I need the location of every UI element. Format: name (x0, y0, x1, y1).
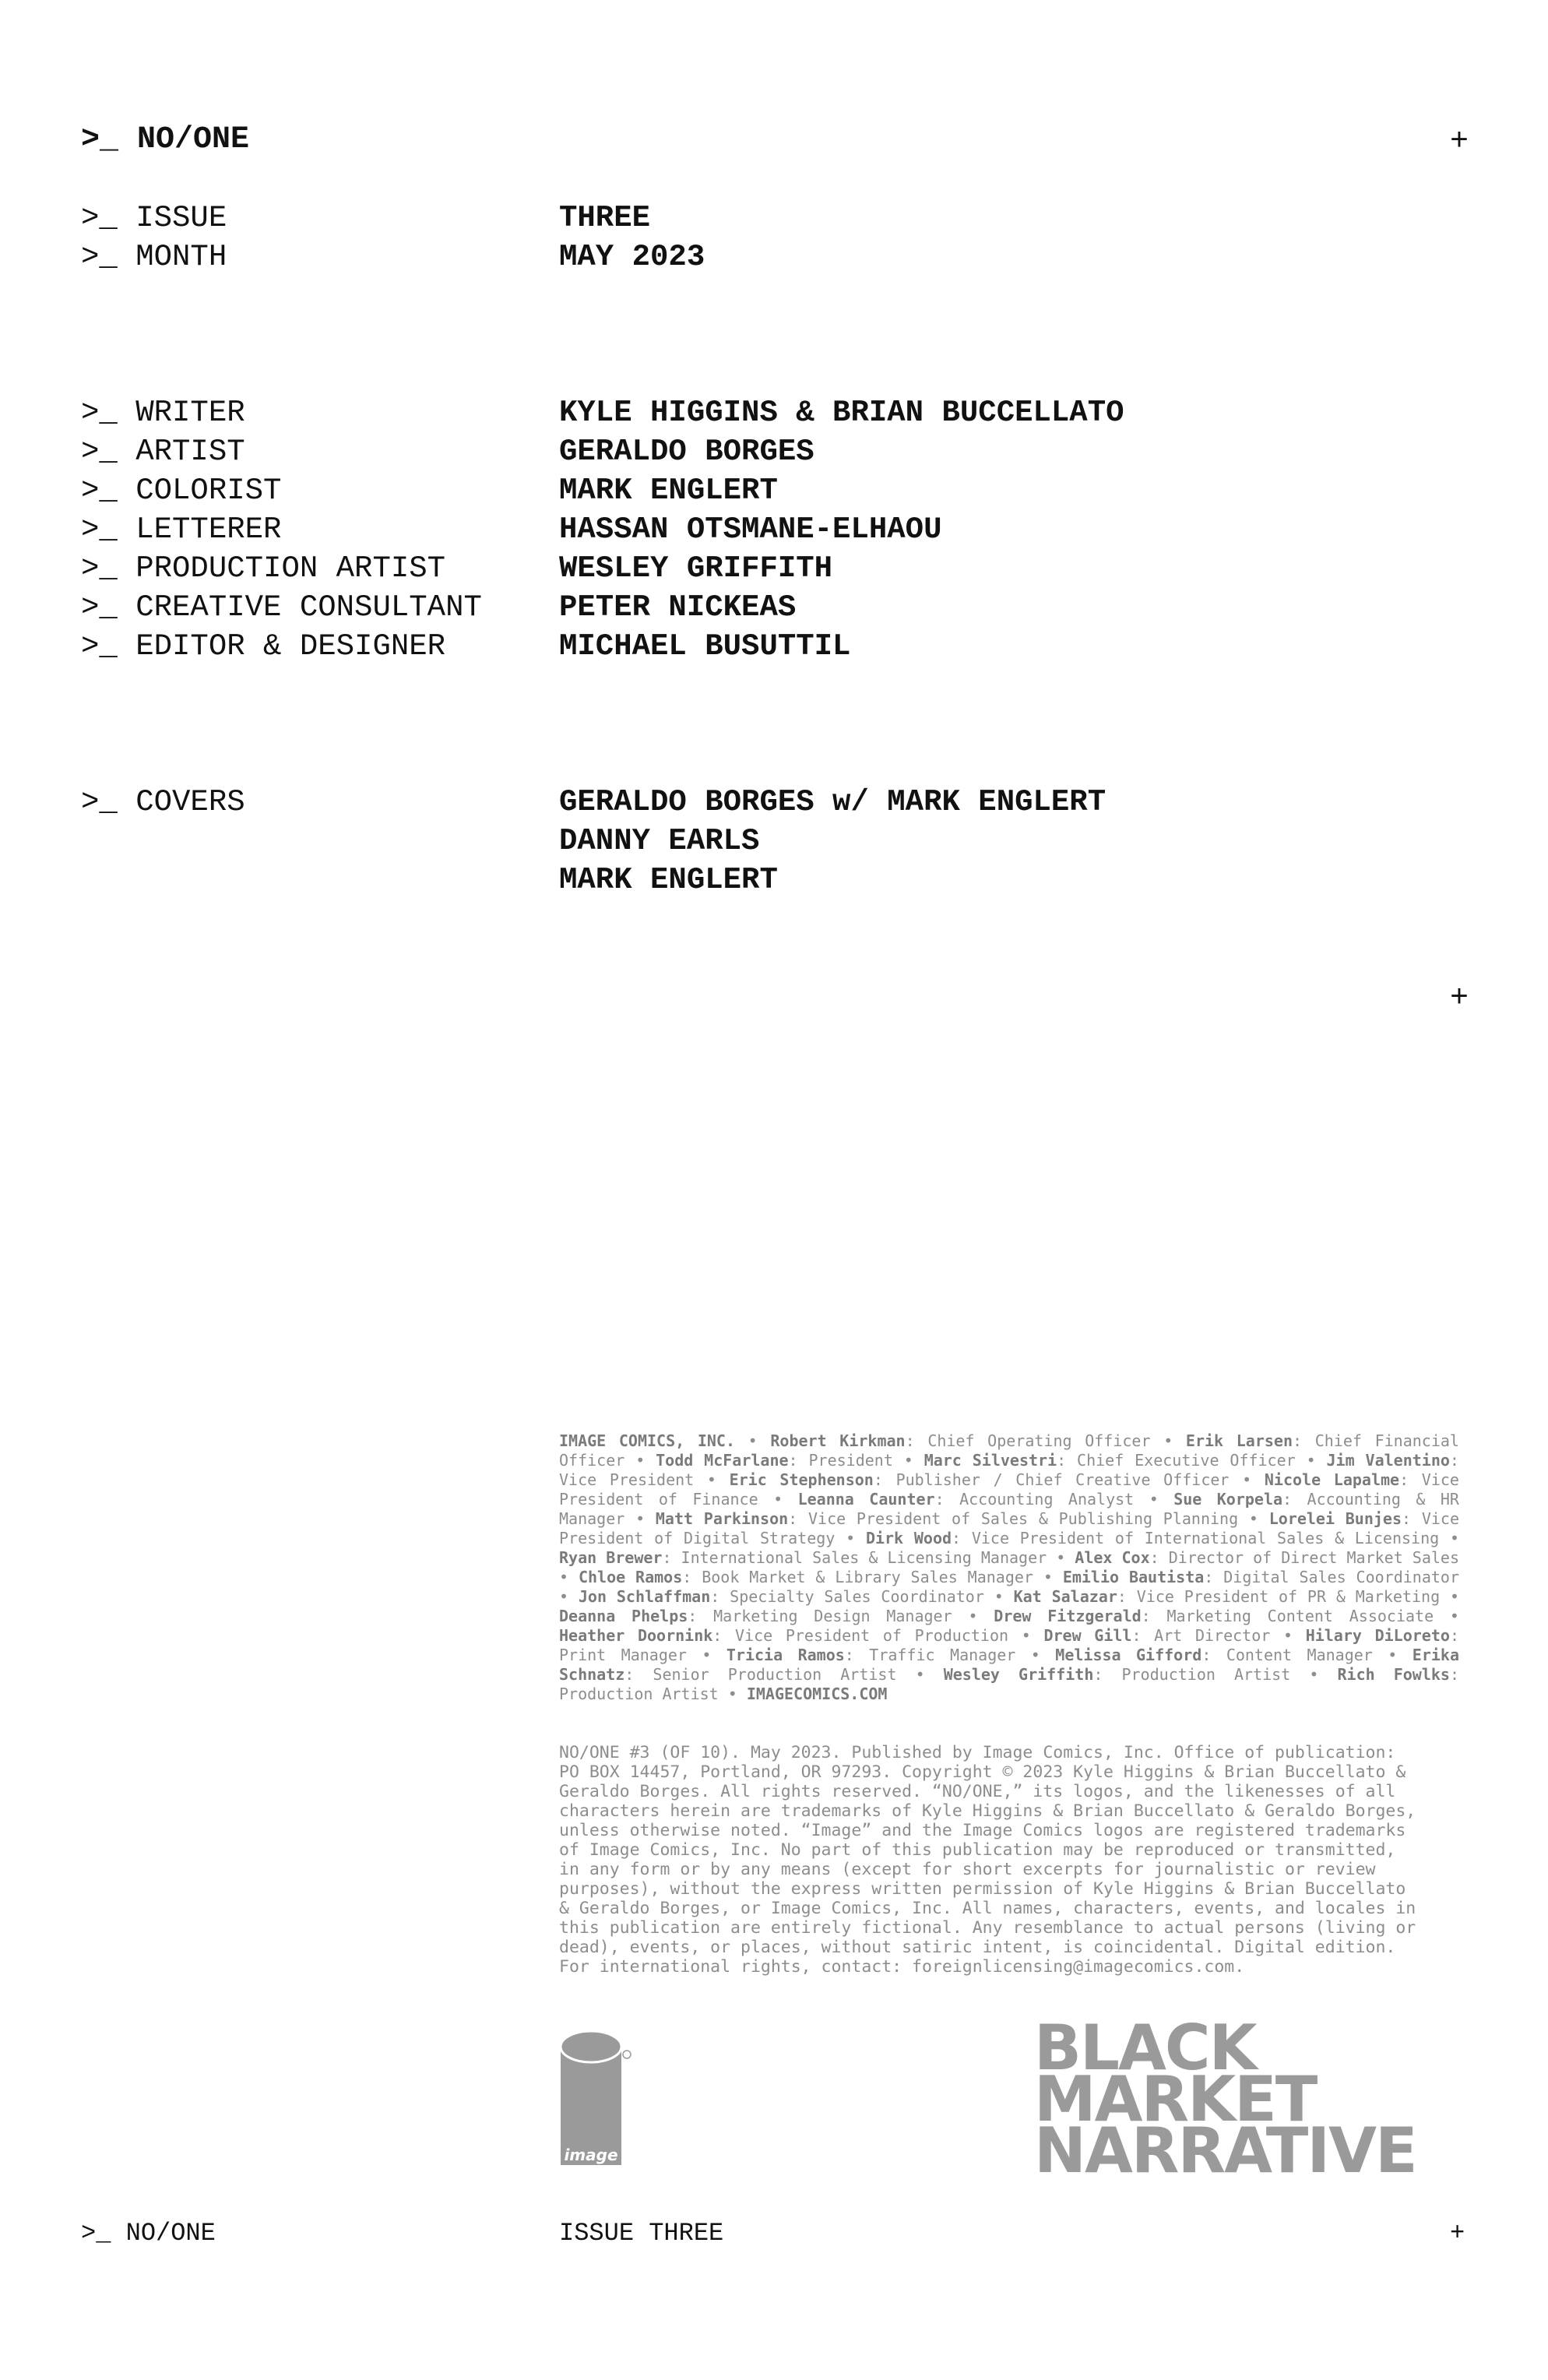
credit-row-editor-designer (0, 627, 1548, 666)
credit-separator: • (1030, 1646, 1040, 1664)
credit-separator: • (748, 1431, 758, 1450)
credit-separator: • (1449, 1587, 1459, 1606)
footer-issue: ISSUE THREE (559, 2219, 724, 2248)
staff-role: Chief Financial Officer (559, 1431, 1459, 1470)
legal-line: PO BOX 14457, Portland, OR 97293. Copyright © 2023 Kyle Higgins & Brian Buccellato & (559, 1762, 1406, 1782)
legal-notice (559, 1743, 1459, 1977)
staff-name: Todd McFarlane (656, 1451, 789, 1470)
credit-separator: • (1306, 1451, 1316, 1470)
logo-line: MARKET (1034, 2063, 1317, 2135)
staff-role: Book Market & Library Sales Manager (702, 1568, 1033, 1586)
staff-role: Specialty Sales Coordinator (730, 1587, 984, 1606)
staff-role: Marketing Content Associate (1166, 1607, 1434, 1625)
credit-separator: • (968, 1607, 978, 1625)
image-logo-text: image (564, 2146, 618, 2164)
staff-role: Accounting & HR Manager (559, 1490, 1459, 1528)
staff-name: Ryan Brewer (559, 1548, 663, 1567)
staff-role: Traffic Manager (869, 1646, 1016, 1664)
legal-line: of Image Comics, Inc. No part of this publication may be reproduced or transmitted, (559, 1840, 1396, 1860)
company-name: IMAGE COMICS, INC. (559, 1431, 735, 1450)
covers-row (0, 861, 1548, 900)
credit-separator: • (559, 1587, 569, 1606)
staff-name: Alex Cox (1075, 1548, 1150, 1567)
issue-value: THREE (559, 201, 651, 235)
footer-series: >_ NO/ONE (81, 2219, 216, 2248)
credit-separator: • (846, 1529, 856, 1547)
staff-role: Senior Production Artist (653, 1665, 897, 1684)
credit-separator: • (702, 1646, 712, 1664)
page-title (81, 121, 249, 160)
credit-value: MARK ENGLERT (559, 474, 778, 508)
legal-line: NO/ONE #3 (OF 10). May 2023. Published by Image Comics, Inc. Office of publication: (559, 1743, 1396, 1762)
black-market-narrative-logo (1034, 2012, 1455, 2187)
month-value: MAY 2023 (559, 240, 705, 274)
staff-name: Sue Korpela (1173, 1490, 1283, 1509)
legal-line: in any form or by any means (except for short excerpts for journalistic or review (559, 1860, 1376, 1879)
series-title: NO/ONE (137, 122, 250, 157)
credit-separator: • (1163, 1431, 1173, 1450)
staff-role: Chief Executive Officer (1077, 1451, 1296, 1470)
plus-icon: + (1450, 125, 1469, 160)
staff-role: President (808, 1451, 893, 1470)
credit-separator: • (994, 1587, 1004, 1606)
staff-role: Vice President of Sales & Publishing Planning (807, 1509, 1239, 1528)
staff-role: Vice President (559, 1470, 695, 1489)
credit-separator: • (1449, 1607, 1459, 1625)
credit-separator: • (1021, 1626, 1031, 1645)
staff-name: Rich Fowlks (1337, 1665, 1450, 1684)
staff-role: Art Director (1154, 1626, 1271, 1645)
staff-name: Melissa Gifford (1055, 1646, 1202, 1664)
legal-line: dead), events, or places, without satiric intent, is coincidental. Digital edition. (559, 1938, 1396, 1957)
staff-name: Heather Doornink (559, 1626, 713, 1645)
staff-name: Wesley Griffith (943, 1665, 1094, 1684)
cover-artist: DANNY EARLS (559, 824, 760, 858)
credit-separator: • (706, 1470, 716, 1489)
staff-role: Content Manager (1226, 1646, 1373, 1664)
staff-role: Vice President of PR & Marketing (1136, 1587, 1441, 1606)
staff-role: Director of Direct Market Sales (1168, 1548, 1459, 1567)
staff-name: Marc Silvestri (924, 1451, 1057, 1470)
credit-separator: • (1282, 1626, 1293, 1645)
credit-value: MICHAEL BUSUTTIL (559, 629, 851, 664)
website-link[interactable]: IMAGECOMICS.COM (746, 1685, 888, 1703)
covers-row (0, 822, 1548, 861)
credit-row-writer (0, 393, 1548, 432)
staff-name: Hilary DiLoreto (1305, 1626, 1450, 1645)
staff-role: Marketing Design Manager (713, 1607, 952, 1625)
staff-name: Drew Fitzgerald (994, 1607, 1142, 1625)
credit-value: PETER NICKEAS (559, 590, 797, 625)
credit-label: >_ EDITOR & DESIGNER (81, 629, 446, 664)
staff-role: Publisher / Chief Creative Officer (895, 1470, 1230, 1489)
issue-label: >_ ISSUE (81, 201, 227, 235)
staff-name: Jim Valentino (1326, 1451, 1450, 1470)
staff-name: Dirk Wood (865, 1529, 952, 1547)
legal-line: unless otherwise noted. “Image” and the Image Comics logos are registered trademarks (559, 1821, 1406, 1840)
covers-label: >_ COVERS (81, 785, 245, 819)
credit-row-creative-consultant (0, 588, 1548, 627)
cover-artist: MARK ENGLERT (559, 863, 778, 897)
staff-name: Emilio Bautista (1062, 1568, 1205, 1586)
staff-name: Chloe Ramos (578, 1568, 683, 1586)
logo-line: NARRATIVE (1034, 2114, 1416, 2187)
staff-credits: IMAGE COMICS, INC. • Robert Kirkman: Chief Operating Officer • Erik Larsen: Chief Financial Officer • Todd McFarlane: President • Marc Silvestri: Chief Executive Officer • Jim Valentino: Vice President • Eric Stephenson: Publisher / Chief Creative Officer • Nicole Lapalme: Vice President of Finance • Leanna Caunter: Accounting Analyst • Sue Korpela: Accounting & HR Manager • Matt Parkinson: Vice President of Sales & Publishing Planning • Lorelei Bunjes: Vice President of Digital Strategy • Dirk Wood: Vice President of International Sales & Licensing • Ryan Brewer: International Sales & Licensing Manager • Alex Cox: Director of Direct Market Sales • Chloe Ramos: Book Market & Library Sales Manager • Emilio Bautista: Digital Sales Coordinator • Jon Schlaffman: Specialty Sales Coordinator • Kat Salazar: Vice President of PR & Marketing • Deanna Phelps: Marketing Design Manager • Drew Fitzgerald: Marketing Content Associate • Heather Doornink: Vice President of Production • Drew Gill: Art Director • Hilary DiLoreto: Print Manager • Tricia Ramos: Traffic Manager • Melissa Gifford: Content Manager • Erika Schnatz: Senior Production Artist • Wesley Griffith: Production Artist • Rich Fowlks: Production Artist • IMAGECOMICS.COM (559, 1431, 1460, 1703)
month-row (0, 238, 1548, 276)
image-comics-logo (558, 2028, 632, 2168)
credit-label: >_ COLORIST (81, 474, 282, 508)
staff-role: Production Artist (1121, 1665, 1291, 1684)
credit-separator: • (727, 1685, 737, 1703)
credit-label: >_ LETTERER (81, 512, 282, 547)
credit-label: >_ CREATIVE CONSULTANT (81, 590, 482, 625)
credit-separator: • (1449, 1529, 1459, 1547)
credit-label: >_ WRITER (81, 396, 245, 430)
credit-separator: • (1388, 1646, 1398, 1664)
staff-name: Erika Schnatz (559, 1646, 1460, 1684)
staff-name: Jon Schlaffman (578, 1587, 711, 1606)
month-label: >_ MONTH (81, 240, 227, 274)
staff-name: Tricia Ramos (726, 1646, 845, 1664)
credit-separator: • (559, 1568, 569, 1586)
cover-artist: GERALDO BORGES w/ MARK ENGLERT (559, 785, 1106, 819)
staff-role: Vice President of International Sales & Licensing (971, 1529, 1440, 1547)
credit-value: GERALDO BORGES (559, 435, 814, 469)
staff-name: Matt Parkinson (655, 1509, 789, 1528)
credit-separator: • (1248, 1509, 1258, 1528)
staff-role: Accounting Analyst (959, 1490, 1135, 1509)
credit-row-production-artist (0, 549, 1548, 588)
credit-separator: • (1242, 1470, 1252, 1489)
image-logo-icon (558, 2028, 632, 2168)
prompt-symbol: >_ (81, 122, 119, 157)
staff-name: Drew Gill (1043, 1626, 1132, 1645)
credit-row-colorist (0, 471, 1548, 510)
staff-role: International Sales & Licensing Manager (681, 1548, 1047, 1567)
staff-role: Print Manager (559, 1646, 687, 1664)
staff-role: Vice President of Digital Strategy (559, 1509, 1459, 1547)
covers-row (0, 783, 1548, 822)
plus-icon: + (1450, 981, 1469, 1016)
credit-row-letterer (0, 510, 1548, 549)
credit-separator: • (1149, 1490, 1159, 1509)
legal-line: & Geraldo Borges, or Image Comics, Inc. All names, characters, events, and locales in (559, 1899, 1416, 1918)
staff-name: Nicole Lapalme (1264, 1470, 1400, 1489)
staff-name: Deanna Phelps (559, 1607, 688, 1625)
credit-separator: • (773, 1490, 783, 1509)
credit-separator: • (1309, 1665, 1319, 1684)
staff-name: Lorelei Bunjes (1268, 1509, 1402, 1528)
legal-line: purposes), without the express written permission of Kyle Higgins & Brian Buccellato (559, 1879, 1406, 1899)
legal-line: this publication are entirely fictional. Any resemblance to actual persons (living or (559, 1918, 1416, 1938)
staff-name: Leanna Caunter (797, 1490, 935, 1509)
legal-line: characters herein are trademarks of Kyle Higgins & Brian Buccellato & Geraldo Borges, (559, 1801, 1416, 1821)
staff-role: Vice President of Production (735, 1626, 1009, 1645)
issue-row (0, 199, 1548, 238)
staff-role: Digital Sales Coordinator (1223, 1568, 1459, 1586)
credit-separator: • (1056, 1548, 1066, 1567)
legal-line: Geraldo Borges. All rights reserved. “NO/ONE,” its logos, and the likenesses of all (559, 1782, 1396, 1801)
credit-value: HASSAN OTSMANE-ELHAOU (559, 512, 942, 547)
staff-role: Chief Operating Officer (927, 1431, 1151, 1450)
credit-separator: • (1043, 1568, 1053, 1586)
legal-line: For international rights, contact: foreignlicensing@imagecomics.com. (559, 1957, 1245, 1977)
staff-role: Vice President of Finance (559, 1470, 1459, 1509)
credit-separator: • (635, 1451, 646, 1470)
credit-row-artist (0, 432, 1548, 471)
staff-name: Robert Kirkman (770, 1431, 906, 1450)
credit-separator: • (915, 1665, 925, 1684)
staff-name: Kat Salazar (1013, 1587, 1117, 1606)
staff-role: Production Artist (559, 1685, 719, 1703)
credit-separator: • (903, 1451, 913, 1470)
logo-line: BLACK (1034, 2012, 1256, 2084)
credit-value: KYLE HIGGINS & BRIAN BUCCELLATO (559, 396, 1124, 430)
staff-name: Eric Stephenson (729, 1470, 874, 1489)
credit-label: >_ PRODUCTION ARTIST (81, 551, 446, 586)
credit-label: >_ ARTIST (81, 435, 245, 469)
staff-name: Erik Larsen (1185, 1431, 1293, 1450)
credit-value: WESLEY GRIFFITH (559, 551, 833, 586)
plus-icon: + (1450, 2219, 1465, 2248)
credit-separator: • (635, 1509, 646, 1528)
